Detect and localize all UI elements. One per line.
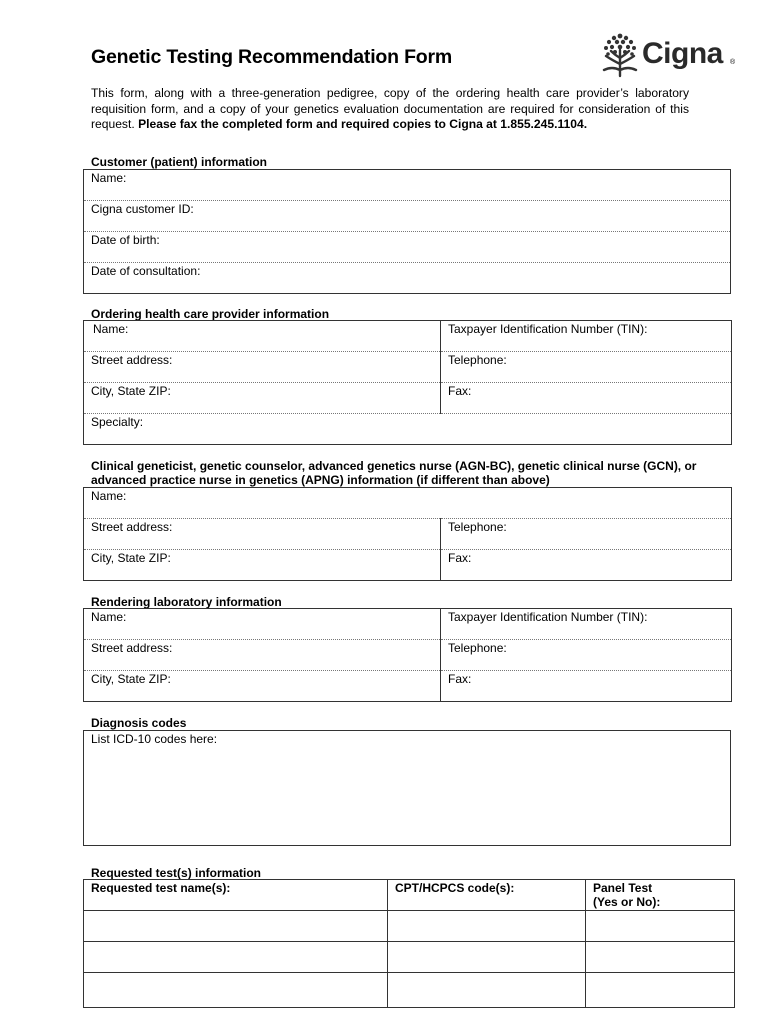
clinician-section-heading: Clinical geneticist, genetic counselor, advanced genetics nurse (AGN-BC), genetic clinical nurse (GCN), or advanced practice nurse in genetics (APNG) information (if different than above) (91, 459, 697, 487)
clinician-fax-field[interactable]: Fax: (441, 550, 732, 581)
table-row (84, 973, 735, 1008)
provider-telephone-field[interactable]: Telephone: (441, 352, 732, 383)
tests-section-heading: Requested test(s) information (91, 866, 262, 880)
cpt-code-cell[interactable] (388, 973, 586, 1008)
lab-info-table (83, 608, 732, 702)
icd10-codes-field[interactable]: List ICD-10 codes here: (84, 731, 731, 846)
provider-info-table (83, 320, 732, 445)
provider-tin-field[interactable]: Taxpayer Identification Number (TIN): (441, 321, 732, 352)
registered-mark: ® (730, 59, 736, 66)
panel-test-cell[interactable] (586, 911, 735, 942)
clinician-info-table (83, 487, 732, 581)
clinician-city-field[interactable]: City, State ZIP: (84, 550, 441, 581)
page-title: Genetic Testing Recommendation Form (91, 46, 453, 68)
provider-street-field[interactable]: Street address: (84, 352, 441, 383)
cpt-code-column-header: CPT/HCPCS code(s): (388, 880, 586, 911)
table-row (84, 911, 735, 942)
clinician-street-field[interactable]: Street address: (84, 519, 441, 550)
provider-city-field[interactable]: City, State ZIP: (84, 383, 441, 414)
diagnosis-section-heading: Diagnosis codes (91, 716, 187, 730)
fax-instruction: Please fax the completed form and required copies to Cigna at 1.855.245.1104. (138, 117, 588, 131)
panel-test-cell[interactable] (586, 973, 735, 1008)
table-row (84, 942, 735, 973)
lab-section-heading: Rendering laboratory information (91, 595, 282, 609)
panel-test-column-header: Panel Test (Yes or No): (586, 880, 735, 911)
lab-fax-field[interactable]: Fax: (441, 671, 732, 702)
test-name-column-header: Requested test name(s): (84, 880, 388, 911)
lab-street-field[interactable]: Street address: (84, 640, 441, 671)
cpt-code-cell[interactable] (388, 942, 586, 973)
provider-name-field[interactable]: Name: (84, 321, 441, 352)
provider-section-heading: Ordering health care provider information (91, 307, 330, 321)
customer-section-heading: Customer (patient) information (91, 155, 267, 169)
provider-specialty-field[interactable]: Specialty: (84, 414, 732, 445)
intro-paragraph: This form, along with a three-generation pedigree, copy of the ordering health care provider’s laboratory requisition form, and a copy of your genetics evaluation documentation are required for consideration of this request. Please fax the completed form and required copies to Cigna at 1.855.245.1104. (91, 86, 689, 131)
consultation-date-field[interactable]: Date of consultation: (84, 263, 731, 294)
customer-id-field[interactable]: Cigna customer ID: (84, 201, 731, 232)
diagnosis-table (83, 730, 731, 846)
test-name-cell[interactable] (84, 942, 388, 973)
customer-info-table (83, 169, 731, 294)
test-name-cell[interactable] (84, 911, 388, 942)
tree-of-life-icon (598, 30, 642, 80)
cpt-code-cell[interactable] (388, 911, 586, 942)
test-name-cell[interactable] (84, 973, 388, 1008)
cigna-logo: Cigna ® (598, 30, 738, 80)
lab-telephone-field[interactable]: Telephone: (441, 640, 732, 671)
customer-dob-field[interactable]: Date of birth: (84, 232, 731, 263)
lab-tin-field[interactable]: Taxpayer Identification Number (TIN): (441, 609, 732, 640)
clinician-telephone-field[interactable]: Telephone: (441, 519, 732, 550)
clinician-name-field[interactable]: Name: (84, 488, 732, 519)
lab-city-field[interactable]: City, State ZIP: (84, 671, 441, 702)
lab-name-field[interactable]: Name: (84, 609, 441, 640)
requested-tests-table (83, 879, 735, 1008)
provider-fax-field[interactable]: Fax: (441, 383, 732, 414)
customer-name-field[interactable]: Name: (84, 170, 731, 201)
panel-test-cell[interactable] (586, 942, 735, 973)
